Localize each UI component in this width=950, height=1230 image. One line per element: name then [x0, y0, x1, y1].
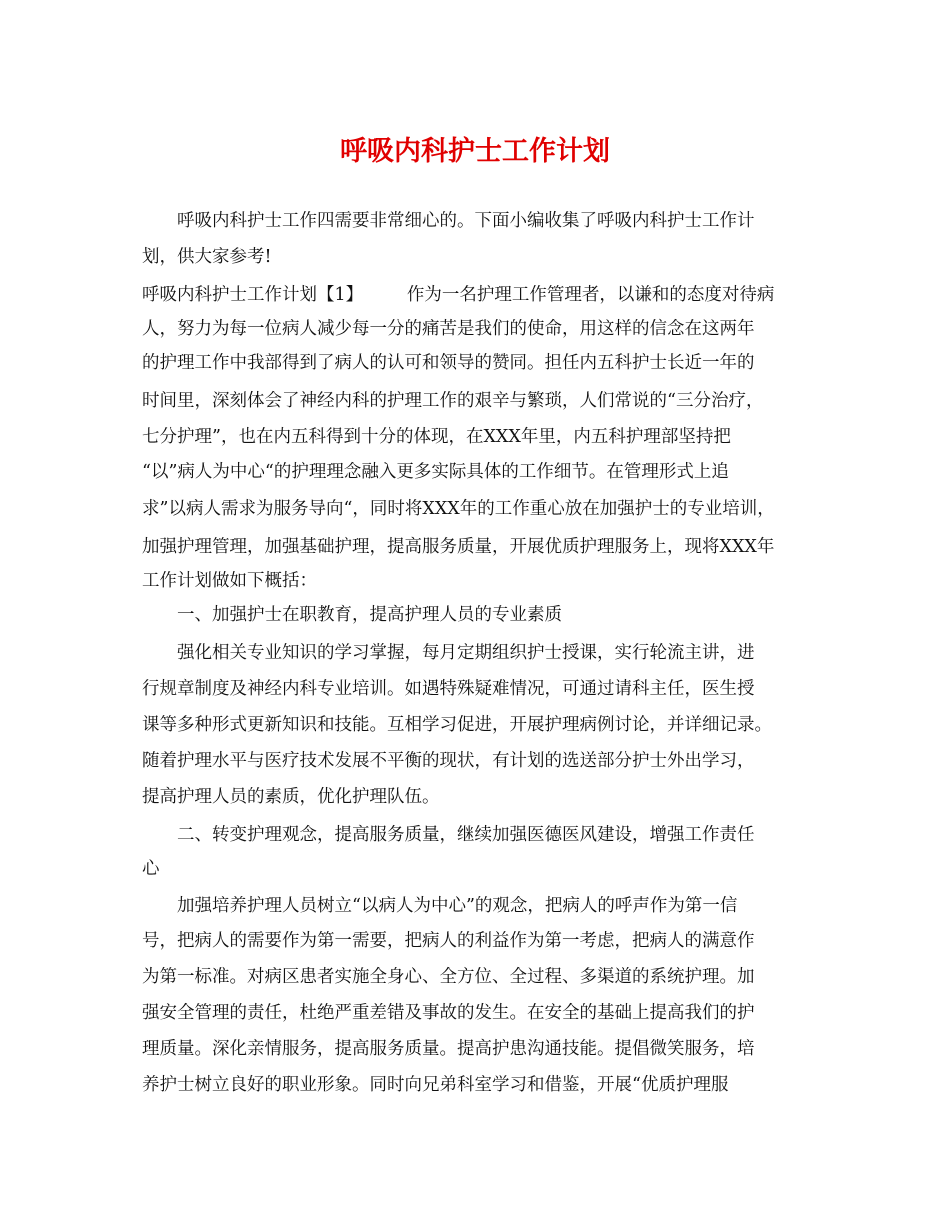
document-title: 呼吸内科护士工作计划 — [340, 136, 610, 167]
paragraph-line: 呼吸内科护士工作四需要非常细心的。下面小编收集了呼吸内科护士工作计 — [177, 211, 755, 231]
paragraph-line: 人，努力为每一位病人减少每一分的痛苦是我们的使命，用这样的信念在这两年 — [142, 319, 755, 339]
paragraph-line: 随着护理水平与医疗技术发展不平衡的现状，有计划的选送部分护士外出学习， — [142, 751, 755, 771]
paragraph-line: 工作计划做如下概括： — [142, 571, 317, 591]
paragraph-line: 的护理工作中我部得到了病人的认可和领导的赞同。担任内五科护士长近一年的 — [142, 353, 755, 373]
paragraph-line: 行规章制度及神经内科专业培训。如遇特殊疑难情况，可通过请科主任，医生授 — [142, 679, 755, 699]
section-heading: 一、加强护士在职教育，提高护理人员的专业素质 — [177, 605, 562, 625]
paragraph-line: “以”病人为中心“的护理理念融入更多实际具体的工作细节。在管理形式上追 — [142, 462, 729, 482]
paragraph-line: 理质量。深化亲情服务，提高服务质量。提高护患沟通技能。提倡微笑服务，培 — [142, 1039, 755, 1059]
section-heading-cont: 心 — [142, 859, 160, 879]
paragraph-line: 划，供大家参考! — [142, 247, 272, 267]
paragraph-line: 加强培养护理人员树立“以病人为中心”的观念，把病人的呼声作为第一信 — [177, 896, 738, 916]
paragraph-line: 课等多种形式更新知识和技能。互相学习促进，开展护理病例讨论，并详细记录。 — [142, 715, 772, 735]
paragraph-line: 强化相关专业知识的学习掌握，每月定期组织护士授课，实行轮流主讲，进 — [177, 643, 755, 663]
paragraph-line: 为第一标准。对病区患者实施全身心、全方位、全过程、多渠道的系统护理。加 — [142, 967, 755, 987]
paragraph-line: 提高护理人员的素质，优化护理队伍。 — [142, 787, 440, 807]
paragraph-line: 号，把病人的需要作为第一需要，把病人的利益作为第一考虑，把病人的满意作 — [142, 931, 755, 951]
paragraph-line: 呼吸内科护士工作计划【1】 作为一名护理工作管理者，以谦和的态度对待病 — [142, 285, 775, 305]
section-heading: 二、转变护理观念，提高服务质量，继续加强医德医风建设，增强工作责任 — [177, 825, 755, 845]
paragraph-line: 养护士树立良好的职业形象。同时向兄弟科室学习和借鉴，开展“优质护理服 — [142, 1075, 729, 1095]
paragraph-line: 七分护理”，也在内五科得到十分的体现，在XXX年里，内五科护理部坚持把 — [142, 427, 731, 447]
paragraph-line: 时间里，深刻体会了神经内科的护理工作的艰辛与繁琐，人们常说的“三分治疗， — [142, 391, 764, 411]
paragraph-line: 加强护理管理，加强基础护理，提高服务质量，开展优质护理服务上，现将XXX年 — [142, 537, 775, 557]
paragraph-line: 求”以病人需求为服务导向“，同时将XXX年的工作重心放在加强护士的专业培训， — [142, 499, 775, 519]
paragraph-line: 强安全管理的责任，杜绝严重差错及事故的发生。在安全的基础上提高我们的护 — [142, 1003, 755, 1023]
